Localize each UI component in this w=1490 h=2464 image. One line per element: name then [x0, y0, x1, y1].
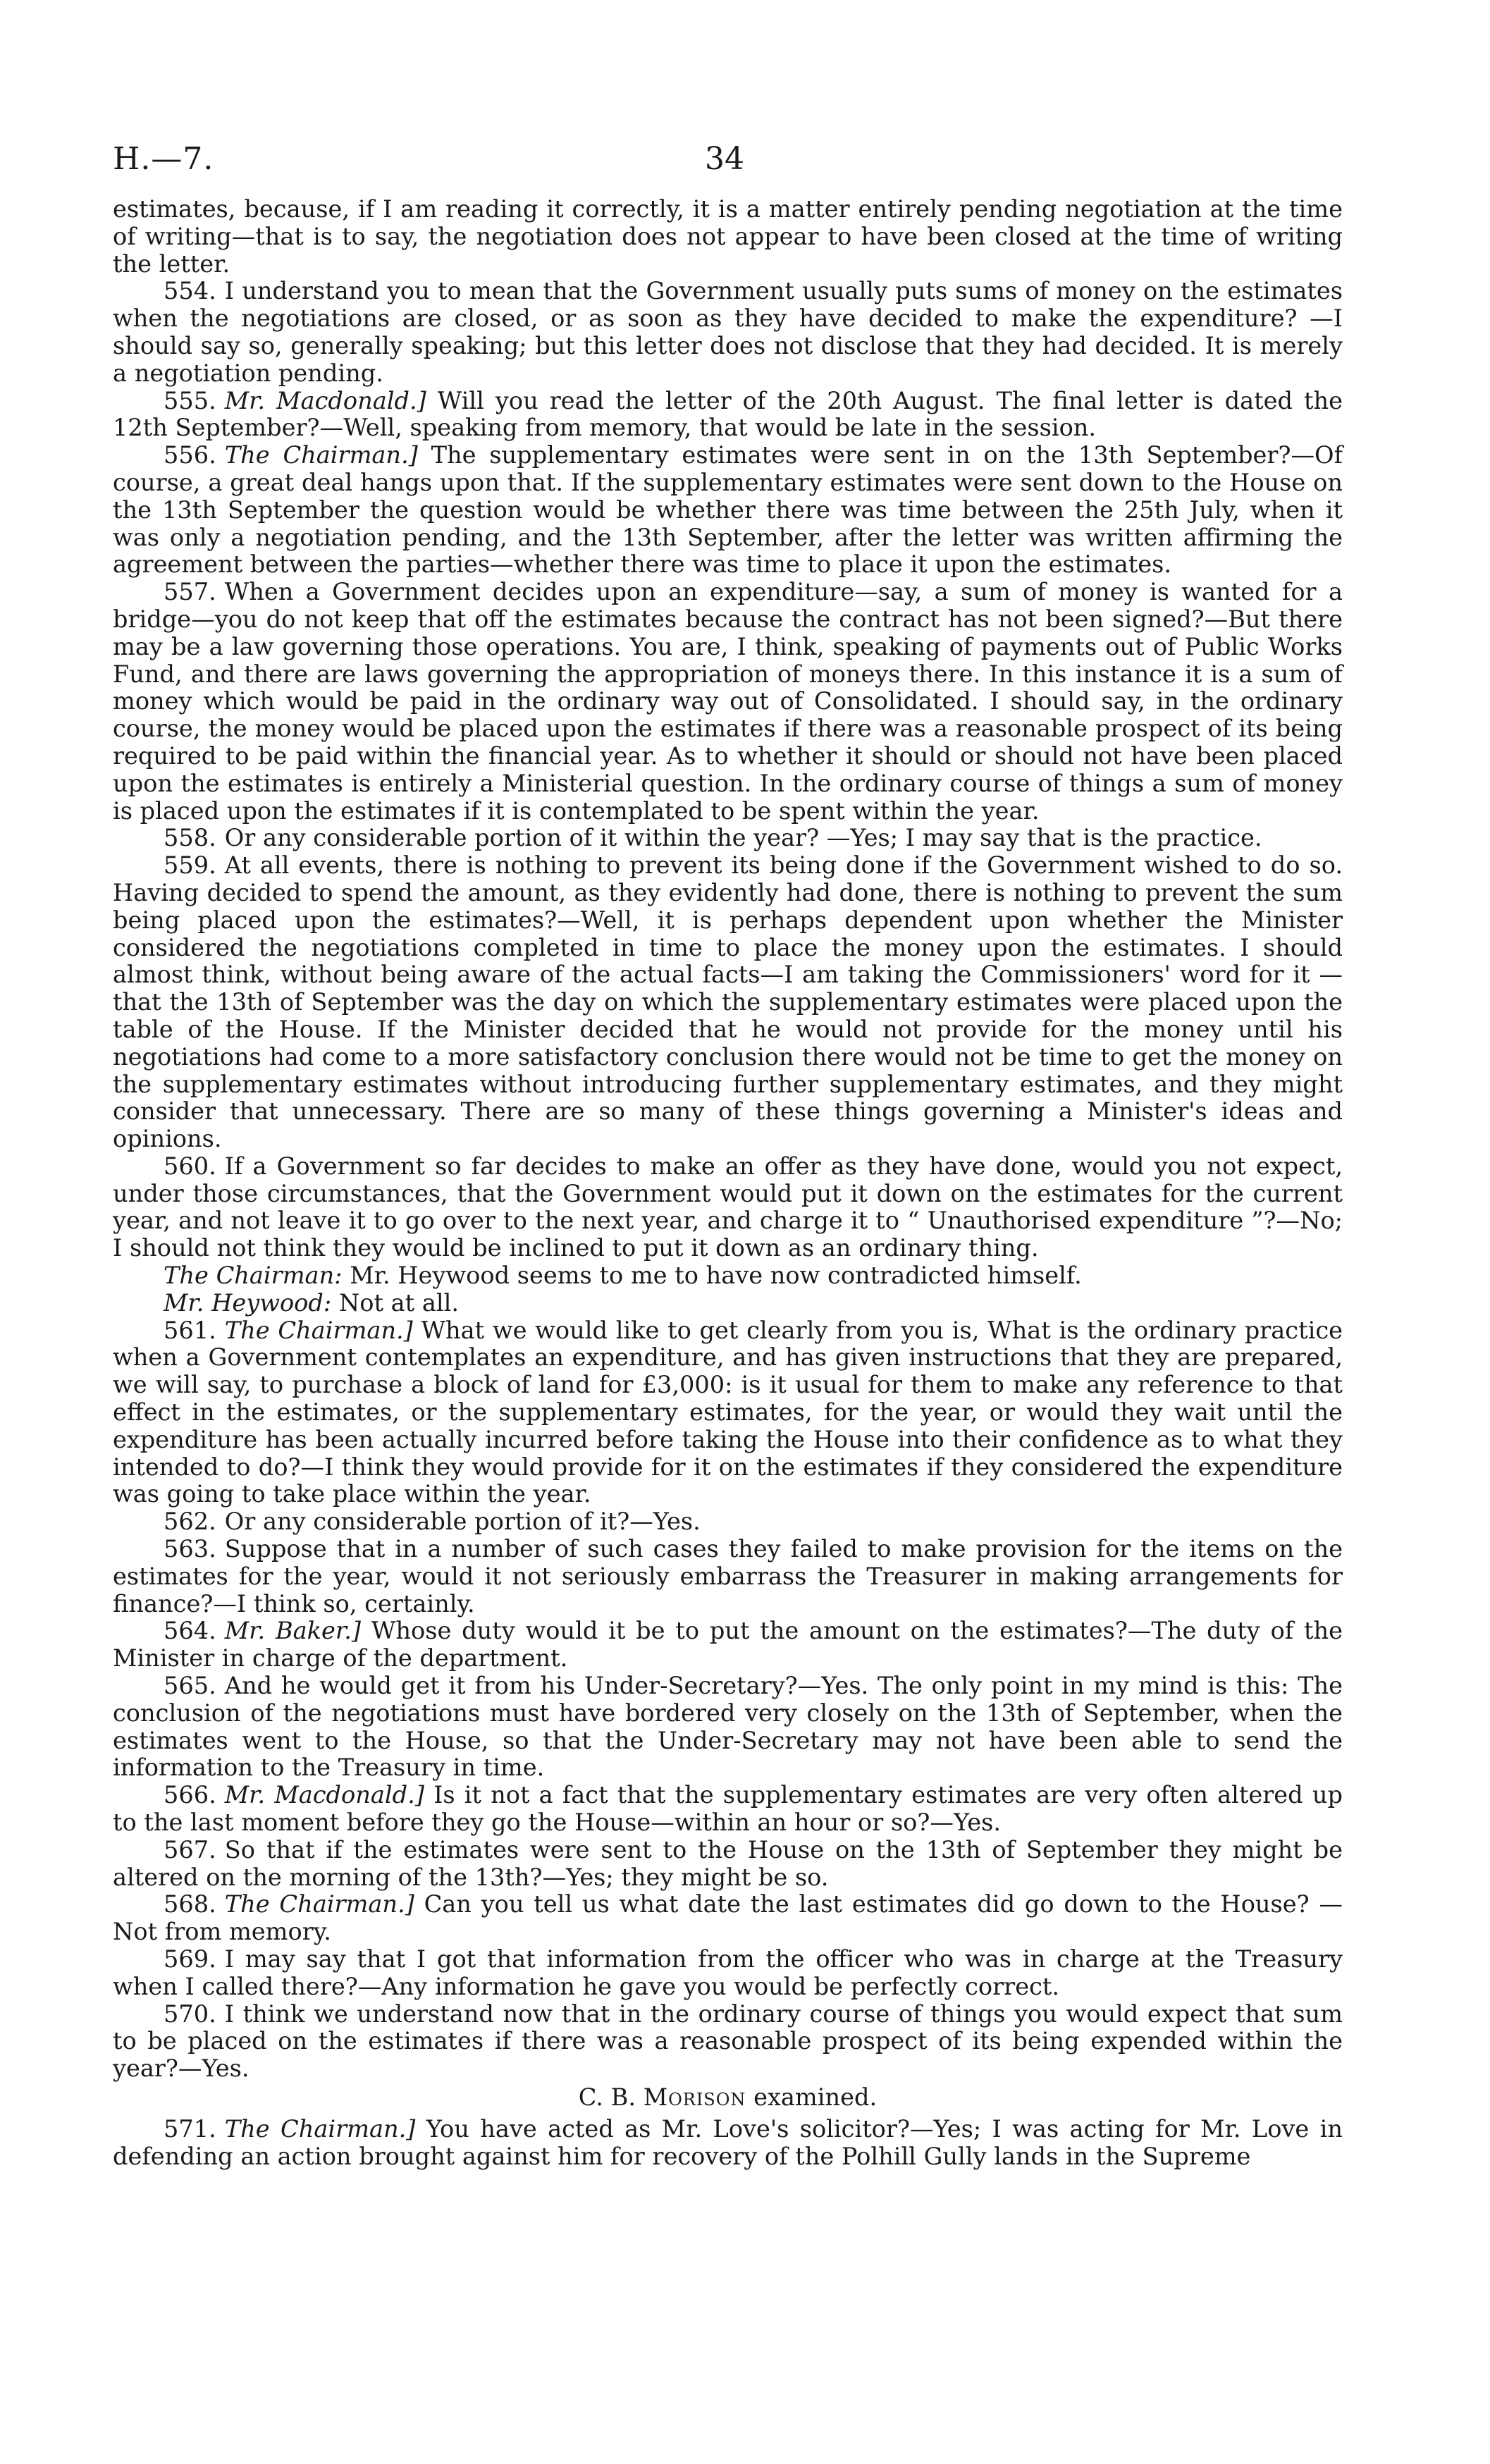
paragraph-text: What we would like to get clearly from you is, What is the ordinary practice when a Government contemplates an expenditure, and has given instructions that they are prepared, we will say, to purchase a block of land for £3,000: is it usual for them to make any reference to that effect in the estimates, or the supplementary estimates, for the year, or would they wait until the expenditure has been actually incurred before taking the House into their confidence as to what they intended to do?—I think they would provide for it on the estimates if they considered the expenditure was going to take place within the year.: [113, 1316, 1343, 1508]
paragraph-text: I may say that I got that information from the officer who was in charge at the Treasury when I called there?—Any information he gave you would be perfectly correct.: [113, 1945, 1343, 2000]
paragraph: [113, 388, 1343, 443]
question-number: 564.: [164, 1617, 216, 1645]
question-number: 571.: [164, 2114, 216, 2143]
paragraph-text: Will you read the letter of the 20th August. The final letter is dated the 12th September?—Well, speaking from memory, that would be late in the session.: [113, 386, 1343, 442]
witness-examined: examined.: [753, 2083, 878, 2111]
paragraph: [113, 1891, 1343, 1946]
question-number: 557.: [164, 578, 216, 606]
paragraph-text: Not at all.: [338, 1288, 460, 1317]
paragraph: [113, 1618, 1343, 1673]
paragraph-text: And he would get it from his Under-Secretary?—Yes. The only point in my mind is this: The conclusion of the negotiations must have bordered very closely on the 13th of September, when the estimates went to the House, so that the Under-Secretary may not have been able to send the information to the Treasury in time.: [113, 1672, 1343, 1782]
witness-heading: [113, 2084, 1343, 2112]
page-header: [113, 141, 1343, 190]
document-page: [113, 141, 1343, 2170]
question-number: 565.: [164, 1672, 216, 1700]
paragraph: [113, 1290, 1343, 1317]
witness-surname: Morison: [643, 2083, 746, 2111]
question-number: 554.: [164, 277, 216, 305]
paragraph-text: Can you tell us what date the last estimates did go down to the House? —Not from memory.: [113, 1890, 1343, 1946]
paragraph-text: The supplementary estimates were sent in on the 13th September?—Of course, a great deal hangs upon that. If the supplementary estimates were sent down to the House on the 13th September the question would be whether there was time between the 25th July, when it was only a negotiation pending, and the 13th September, after the letter was written affirming the agreement between the parties—whether there was time to place it upon the estimates.: [113, 441, 1343, 579]
paragraph: [113, 1317, 1343, 1509]
paragraph-text: Whose duty would it be to put the amount on the estimates?—The duty of the Minister in charge of the department.: [113, 1617, 1343, 1673]
paragraph: [113, 1262, 1343, 1290]
document-reference: H.—7.: [113, 141, 214, 177]
question-number: 568.: [164, 1890, 216, 1918]
paragraph: [113, 1782, 1343, 1837]
paragraph-text: Is it not a fact that the supplementary estimates are very often altered up to the last moment before they go the House—within an hour or so?—Yes.: [113, 1781, 1343, 1837]
question-number: 563.: [164, 1535, 216, 1563]
paragraph-text: You have acted as Mr. Love's solicitor?—Yes; I was acting for Mr. Love in defending an action brought against him for recovery of the Polhill Gully lands in the Supreme: [113, 2114, 1343, 2170]
question-number: 556.: [164, 441, 216, 469]
question-number: 559.: [164, 851, 216, 880]
paragraph-text: estimates, because, if I am reading it correctly, it is a matter entirely pending negotiation at the time of writing—that is to say, the negotiation does not appear to have been closed at the time of writing the letter.: [113, 195, 1343, 278]
paragraph-text: I think we understand now that in the ordinary course of things you would expect that sum to be placed on the estimates if there was a reasonable prospect of its being expended within the year?—Yes.: [113, 2000, 1343, 2083]
speaker: Mr. Heywood:: [164, 1288, 332, 1317]
speaker: The Chairman.]: [224, 441, 418, 469]
question-number: 569.: [164, 1945, 216, 1973]
question-number: 567.: [164, 1835, 216, 1864]
paragraph-text: I understand you to mean that the Government usually puts sums of money on the estimates when the negotiations are closed, or as soon as they have decided to make the expenditure? —I should say so, generally speaking; but this letter does not disclose that they had decided. It is merely a negotiation pending.: [113, 277, 1343, 387]
paragraph-text: At all events, there is nothing to prevent its being done if the Government wished to do so. Having decided to spend the amount, as they evidently had done, there is nothing to prevent the sum being placed upon the estimates?—Well, it is perhaps dependent upon whether the Minister considered the negotiations completed in time to place the money upon the estimates. I should almost think, without being aware of the actual facts—I am taking the Commissioners' word for it —that the 13th of September was the day on which the supplementary estimates were placed upon the table of the House. If the Minister decided that he would not provide for the money until his negotiations had come to a more satisfactory conclusion there would not be time to get the money on the supplementary estimates without introducing further supplementary estimates, and they might consider that unnecessary. There are so many of these things governing a Minister's ideas and opinions.: [113, 851, 1343, 1153]
paragraph: [113, 579, 1343, 825]
paragraph-text: Suppose that in a number of such cases they failed to make provision for the items on the estimates for the year, would it not seriously embarrass the Treasurer in making arrangements for finance?—I think so, certainly.: [113, 1535, 1343, 1618]
question-number: 560.: [164, 1152, 216, 1180]
paragraph: [113, 1536, 1343, 1618]
paragraph: [113, 442, 1343, 579]
paragraph: [113, 278, 1343, 387]
paragraph-text: If a Government so far decides to make an offer as they have done, would you not expect, under those circumstances, that the Government would put it down on the estimates for the current year, and not leave it to go over to the next year, and charge it to “ Unauthorised expenditure ”?—No; I should not think they would be inclined to put it down as an ordinary thing.: [113, 1152, 1343, 1262]
speaker: The Chairman.]: [224, 1316, 413, 1344]
question-number: 566.: [164, 1781, 216, 1809]
question-number: 570.: [164, 2000, 216, 2028]
question-number: 555.: [164, 386, 216, 414]
paragraph: [113, 1153, 1343, 1262]
paragraph-text: Or any considerable portion of it?—Yes.: [224, 1508, 701, 1536]
speaker: Mr. Macdonald.]: [224, 386, 426, 414]
paragraph: [113, 1673, 1343, 1782]
paragraph-text: Mr. Heywood seems to me to have now contradicted himself.: [350, 1262, 1082, 1290]
question-number: 561.: [164, 1316, 216, 1344]
paragraph: [113, 1946, 1343, 2001]
paragraph-text: Or any considerable portion of it within the year? —Yes; I may say that is the practice.: [224, 824, 1262, 852]
paragraph-text: So that if the estimates were sent to the House on the 13th of September they might be altered on the morning of the 13th?—Yes; they might be so.: [113, 1835, 1343, 1891]
paragraph: [113, 1508, 1343, 1536]
speaker: Mr. Baker.]: [224, 1617, 362, 1645]
question-number: 562.: [164, 1508, 216, 1536]
speaker: The Chairman.]: [224, 2114, 416, 2143]
paragraph: [113, 1837, 1343, 1892]
paragraph: [113, 2001, 1343, 2083]
speaker: Mr. Macdonald.]: [224, 1781, 424, 1809]
question-number: 558.: [164, 824, 216, 852]
page-number: 34: [705, 141, 744, 177]
minutes-of-evidence: [113, 196, 1343, 2170]
speaker: The Chairman.]: [224, 1890, 414, 1918]
evidence-paragraphs: [113, 196, 1343, 2083]
paragraph: [113, 825, 1343, 852]
paragraph: [113, 2116, 1343, 2171]
paragraph: [113, 196, 1343, 278]
paragraph: [113, 852, 1343, 1153]
paragraph-text: When a Government decides upon an expenditure—say, a sum of money is wanted for a bridge—you do not keep that off the estimates because the contract has not been signed?—But there may be a law governing those operations. You are, I think, speaking of payments out of Public Works Fund, and there are laws governing the appropriation of moneys there. In this instance it is a sum of money which would be paid in the ordinary way out of Consolidated. I should say, in the ordinary course, the money would be placed upon the estimates if there was a reasonable prospect of its being required to be paid within the financial year. As to whether it should or should not have been placed upon the estimates is entirely a Ministerial question. In the ordinary course of things a sum of money is placed upon the estimates if it is contemplated to be spent within the year.: [113, 578, 1343, 825]
witness-initials: C. B.: [578, 2083, 636, 2111]
speaker: The Chairman:: [164, 1262, 343, 1290]
